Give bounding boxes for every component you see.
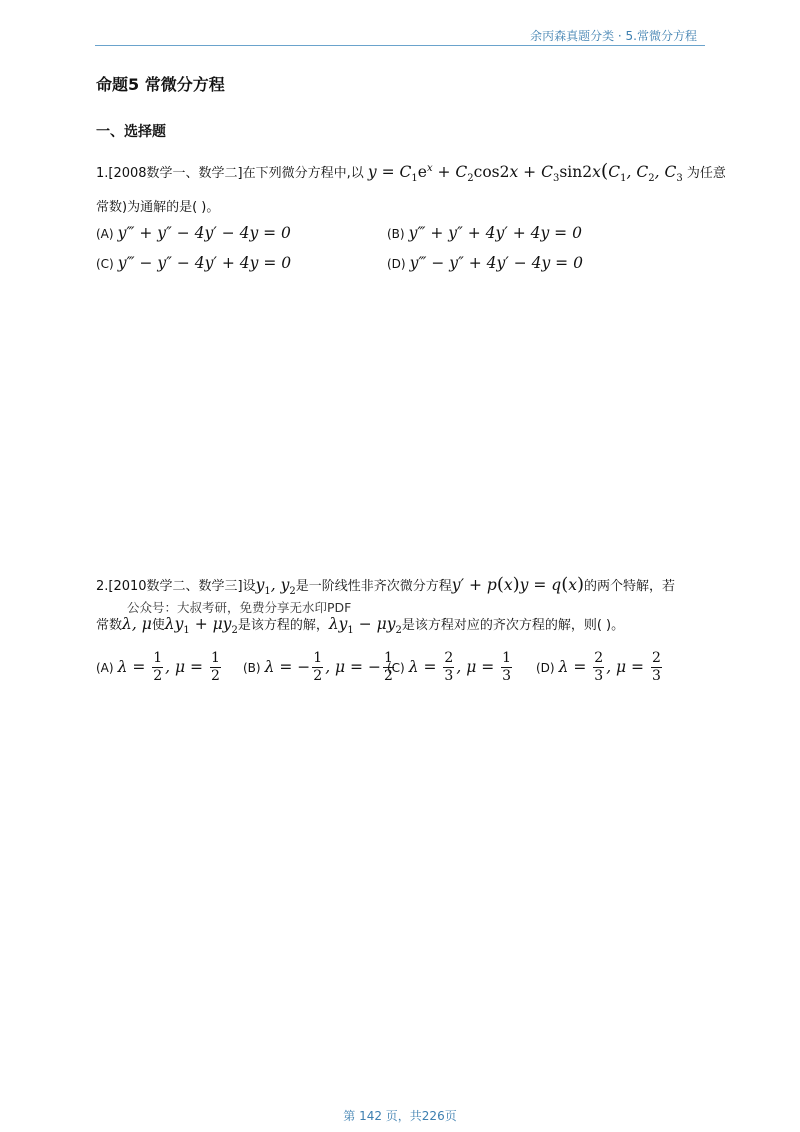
q1-paren-text: 为任意: [686, 166, 726, 181]
question-1-stem: [96, 160, 726, 184]
q1-prefix: 1.[2008数学一、数学二]在下列微分方程中,以: [96, 166, 364, 181]
option-equation: y‴ − y″ + 4y′ − 4y = 0: [409, 254, 583, 272]
page-footer: 第 142 页，共226页: [343, 1109, 457, 1123]
option-label: (D): [536, 660, 555, 675]
q2-option-a: (A) λ = $\frac{1}{2}$ , μ = $\frac{1}{2}$: [96, 650, 220, 684]
option-label: (D): [387, 257, 406, 271]
question-2-stem: [96, 574, 675, 597]
option-equation: y‴ + y″ + 4y′ + 4y = 0: [408, 224, 582, 242]
question-1-stem-line2: 常数)为通解的是( )。: [96, 200, 220, 215]
q1-option-b: [387, 224, 582, 242]
option-label: (C): [96, 257, 114, 271]
running-head: 余丙森真题分类 · 5.常微分方程: [530, 29, 697, 43]
q2-y1-y2: $y_1$, $y_2$: [255, 576, 296, 598]
q1-solution-formula: $y = C_1e^x + C_2\cos 2x + C_3\sin 2x(C_1$, $C_2$, $C_3$: [367, 160, 683, 185]
q2-option-c: (C) λ = $\frac{2}{3}$ , μ = $\frac{1}{3}$: [387, 650, 512, 684]
watermark-text: 公众号：大叔考研，免费分享无水印PDF: [127, 600, 352, 615]
question-2-stem-line2: 常数λ, μ使$\lambda y_1 + \mu y_2$是该方程的解，$\lambda y_1 - \mu y_2$是该方程对应的齐次方程的解，则( )。: [96, 615, 625, 637]
q2-tail: 的两个特解，若: [584, 579, 676, 594]
q2-ode: y′ + p(x)y = q(x): [451, 574, 584, 595]
q1-option-c: [96, 254, 291, 272]
option-label: (B): [387, 227, 405, 241]
option-label: (C): [387, 660, 405, 675]
header-rule: [95, 45, 705, 46]
option-label: (A): [96, 227, 114, 241]
q2-option-b: (B) λ = − $\frac{1}{2}$ , μ = − $\frac{1}{2}$: [243, 650, 393, 684]
option-label: (A): [96, 660, 114, 675]
q1-option-a: [96, 224, 291, 242]
q2-mid: 是一阶线性非齐次微分方程: [295, 579, 452, 594]
q2-sum-expr: $\lambda y_1 + \mu y_2$: [164, 615, 238, 637]
option-equation: y‴ + y″ − 4y′ − 4y = 0: [117, 224, 291, 242]
q2-diff-expr: $\lambda y_1 - \mu y_2$: [328, 615, 402, 637]
chapter-title: 命题5 常微分方程: [96, 75, 225, 94]
section-title: 一、选择题: [96, 124, 166, 140]
option-equation: y‴ − y″ − 4y′ + 4y = 0: [117, 254, 292, 272]
q1-option-d: [387, 254, 583, 272]
q2-prefix: 2.[2010数学二、数学三]设: [96, 579, 256, 594]
option-label: (B): [243, 660, 261, 675]
q2-option-d: (D) λ = $\frac{2}{3}$ , μ = $\frac{2}{3}$: [536, 650, 661, 684]
